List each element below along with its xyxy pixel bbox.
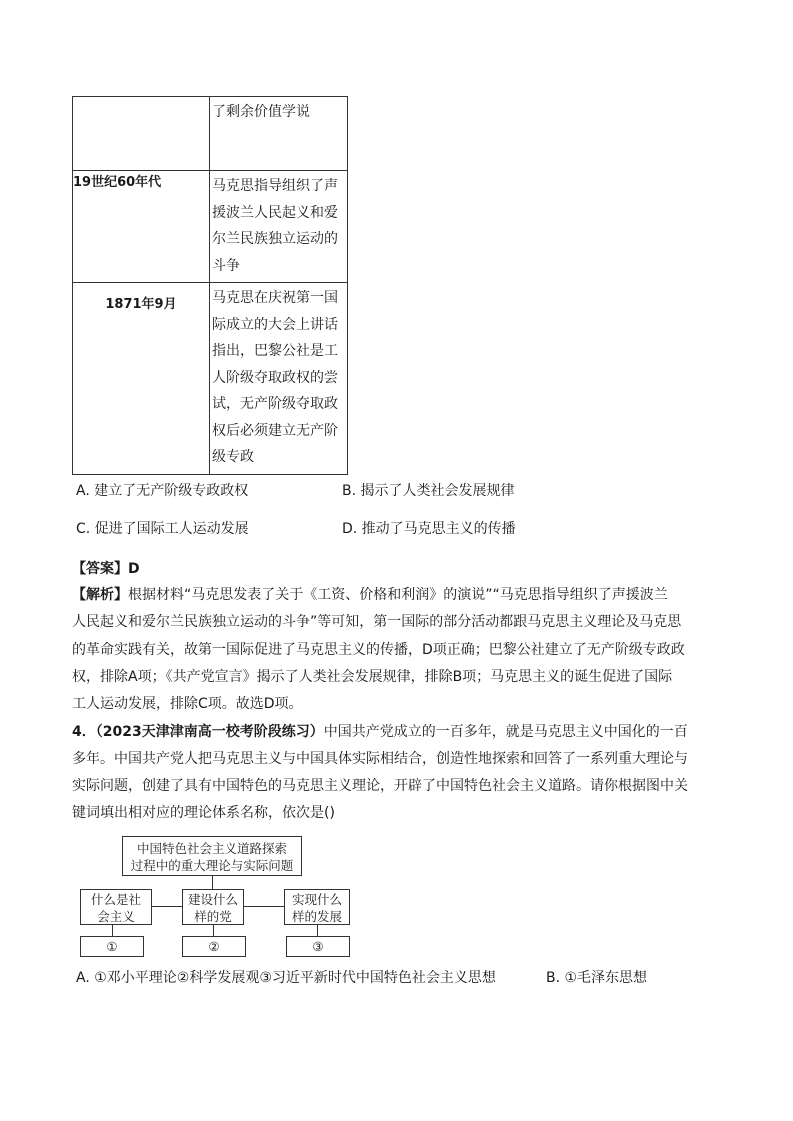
option-c: C. 促进了国际工人运动发展 (76, 521, 249, 537)
timeline-table (72, 96, 348, 475)
option-a: A. 建立了无产阶级专政政权 (76, 483, 249, 499)
diagram-branch-box: 什么是社 会主义 (80, 889, 152, 925)
q4-option-b: B. ①毛泽东思想 (546, 970, 648, 986)
table-cell-event: 了剩余价值学说 (210, 97, 348, 171)
answer-slot-1: ① (80, 936, 144, 957)
connector-line (317, 925, 318, 936)
analysis-line: 的革命实践有关，故第一国际促进了马克思主义的传播，D项正确；巴黎公社建立了无产阶级专政政 (72, 642, 685, 658)
table-row (73, 171, 348, 283)
q4-option-a: A. ①邓小平理论②科学发展观③习近平新时代中国特色社会主义思想 (76, 970, 496, 986)
question-stem-line: 多年。中国共产党人把马克思主义与中国具体实际相结合，创造性地探索和回答了一系列重大理论与 (72, 751, 688, 767)
analysis-label: 【解析】 (72, 587, 128, 603)
table-cell-event: 马克思在庆祝第一国际成立的大会上讲话指出，巴黎公社是工人阶级夺取政权的尝试，无产阶级夺取政权后必须建立无产阶级专政 (210, 283, 348, 475)
table-cell-date: 19世纪60年代 (73, 171, 210, 283)
option-d: D. 推动了马克思主义的传播 (342, 521, 516, 537)
analysis-line: 权，排除A项；《共产党宣言》揭示了人类社会发展规律，排除B项；马克思主义的诞生促进了国际 (72, 669, 673, 685)
option-b: B. 揭示了人类社会发展规律 (342, 483, 515, 499)
answer-value: D (128, 561, 140, 577)
answer-slot-2: ② (182, 936, 246, 957)
question-stem-line: 实际问题，创建了具有中国特色的马克思主义理论，开辟了中国特色社会主义道路。请你根据图中关 (72, 778, 688, 794)
answer-slot-3: ③ (286, 936, 350, 957)
answer (72, 559, 140, 579)
question-4-stem: 4．（2023天津津南高一校考阶段练习）中国共产党成立的一百多年，就是马克思主义中国化的一百 (72, 724, 688, 740)
analysis-line: 【解析】根据材料“马克思发表了关于《工资、价格和利润》的演说”“马克思指导组织了声援波兰 (72, 587, 668, 603)
question-stem-line: 键词填出相对应的理论体系名称，依次是() (72, 805, 335, 821)
diagram-branch-box: 实现什么 样的发展 (284, 889, 350, 925)
question-source: （2023天津津南高一校考阶段练习） (95, 724, 324, 740)
connector-line (213, 925, 214, 936)
table-cell-event: 马克思指导组织了声援波兰人民起义和爱尔兰民族独立运动的斗争 (210, 171, 348, 283)
connector-line (244, 906, 284, 907)
diagram-top-box: 中国特色社会主义道路探索 过程中的重大理论与实际问题 (122, 836, 302, 876)
connector-line (112, 925, 113, 936)
table-cell-date: 1871年9月 (73, 283, 210, 475)
diagram-branch-box: 建设什么 样的党 (182, 889, 244, 925)
analysis-line: 工人运动发展，排除C项。故选D项。 (72, 696, 303, 712)
question-number: 4． (72, 724, 96, 740)
analysis-line: 人民起义和爱尔兰民族独立运动的斗争”等可知，第一国际的部分活动都跟马克思主义理论及马克思 (72, 614, 682, 630)
table-row (73, 283, 348, 475)
answer-label: 【答案】 (72, 561, 128, 577)
